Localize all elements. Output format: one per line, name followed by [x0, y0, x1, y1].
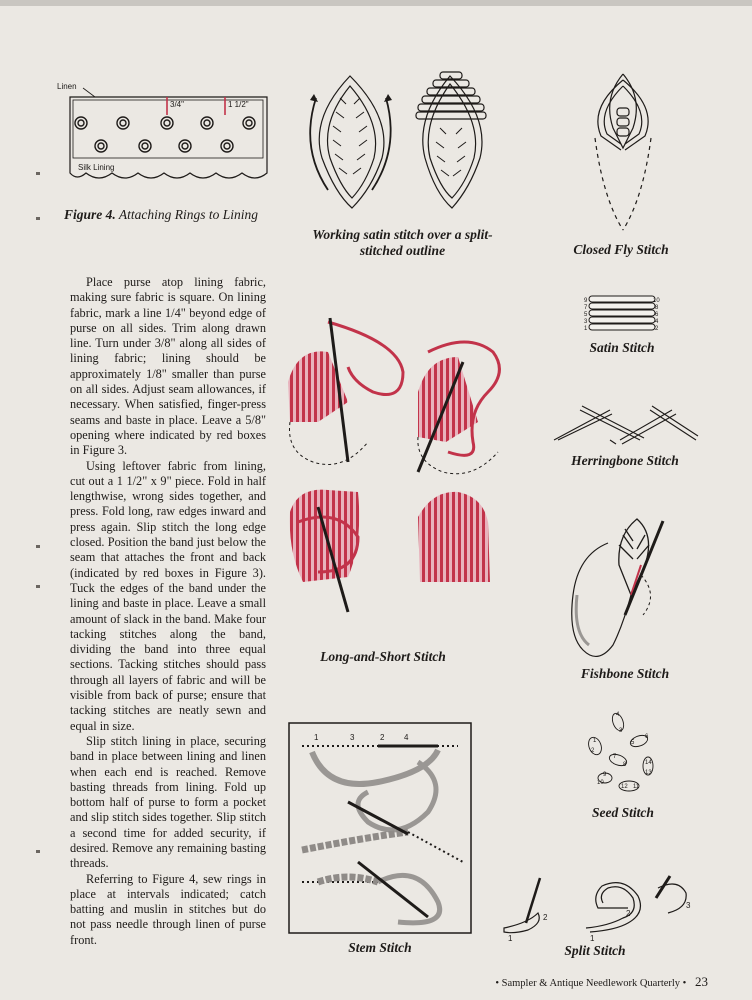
stem-number: 1 [314, 733, 319, 742]
body-paragraph: Slip stitch lining in place, securing band in place between lining and linen when each end is reached. Remove basting threads from lining. Fold up bottom half of purse to form a pocket and slip stitch sides together. Slip stitch a second time for added security, if desired. Remove any remaining basting threads. [70, 733, 266, 871]
stem-diagram [288, 722, 472, 934]
linen-label: Linen [57, 82, 77, 91]
satin-number: 8 [655, 305, 659, 311]
body-text [70, 275, 266, 948]
page-footer [495, 974, 708, 990]
margin-mark [36, 850, 40, 853]
stem-number: 2 [380, 733, 385, 742]
split-number: 1 [590, 934, 595, 943]
herringbone-diagram [550, 400, 700, 450]
split-diagram [498, 868, 698, 943]
figure4-caption [64, 207, 274, 223]
fishbone-caption: Fishbone Stitch [580, 666, 670, 681]
satin-number: 1 [584, 326, 588, 332]
seed-number: 12 [621, 784, 628, 790]
seed-number: 11 [633, 784, 640, 790]
seed-number: 10 [597, 780, 604, 786]
long-short-diagram [278, 312, 528, 642]
satin-outline-caption: Working satin stitch over a split-stitched outline [312, 227, 493, 258]
split-number: 2 [626, 909, 631, 918]
seed-number: 14 [645, 760, 652, 766]
long-short-caption: Long-and-Short Stitch [320, 649, 446, 664]
satin-number: 7 [584, 305, 588, 311]
margin-mark [36, 217, 40, 220]
satin-number: 5 [584, 312, 588, 318]
split-number: 1 [508, 934, 513, 943]
margin-mark [36, 172, 40, 175]
satin-number: 4 [655, 319, 659, 325]
seed-number: 1 [593, 738, 597, 744]
body-paragraph: Using leftover fabric from lining, cut out a 1 1/2" x 9" piece. Fold in half lengthwise, wrong sides together, and press. Fold long, raw edges inward and press again. Slip stitch the long edge closed. Position the band just below the seam that attaches the front and back (indicated by red boxes in Figure 3). Tuck the edges of the band under the lining and baste in place. Leave a small amount of slack in the band. Make four tacking stitches along the band, dividing the band into three equal sections. Tacking stitches should pass through all layers of fabric and will be visible from back of purse; ensure that tacking stitches are neatly sewn and equal in size. [70, 458, 266, 733]
satin-number: 2 [655, 326, 659, 332]
figure4-caption-prefix: Figure 4. [64, 207, 116, 222]
satin-caption: Satin Stitch [589, 340, 655, 355]
satin-number: 3 [584, 319, 588, 325]
silk-lining-label: Silk Lining [78, 163, 115, 172]
closed-fly-diagram [583, 68, 663, 236]
closed-fly-caption: Closed Fly Stitch [573, 242, 669, 257]
split-number: 3 [686, 901, 691, 910]
fishbone-diagram [563, 515, 683, 665]
satin-diagram [583, 294, 661, 336]
stem-caption: Stem Stitch [348, 940, 412, 955]
seed-number: 4 [616, 712, 620, 718]
seed-caption: Seed Stitch [592, 805, 654, 820]
seed-number: 7 [613, 754, 617, 760]
satin-number: 6 [655, 312, 659, 318]
satin-outline-diagram [300, 68, 505, 218]
stem-number: 3 [350, 733, 355, 742]
publication-name: • Sampler & Antique Needlework Quarterly • [495, 978, 687, 989]
figure4-caption-text: Attaching Rings to Lining [118, 207, 259, 222]
stem-number: 4 [404, 733, 409, 742]
seed-number: 2 [591, 748, 595, 754]
seed-number: 3 [619, 728, 623, 734]
seed-number: 5 [631, 740, 635, 746]
margin-mark [36, 545, 40, 548]
split-caption: Split Stitch [564, 943, 626, 958]
seed-number: 8 [623, 762, 627, 768]
split-number: 2 [543, 913, 548, 922]
satin-number: 9 [584, 298, 588, 304]
herringbone-caption: Herringbone Stitch [571, 453, 679, 468]
body-paragraph: Place purse atop lining fabric, making sure fabric is square. On lining fabric, mark a line 1/4" beyond edge of purse on all sides. Trim along drawn line. Turn under 3/8" along all sides of lining fabric; lining should be approximately 1/8" smaller than purse on all sides. Adjust seam allowances, if necessary. When satisfied, finger-press seams and baste in place. Leave a 5/8" opening where indicated by red boxes in Figure 3. [70, 275, 266, 458]
measure-label-b: 1 1/2" [228, 100, 249, 109]
margin-mark [36, 585, 40, 588]
top-edge [0, 0, 752, 6]
seed-diagram [583, 706, 663, 796]
body-paragraph: Referring to Figure 4, sew rings in place at intervals indicated; catch batting and muslin in stitches but do not pass needle through linen of purse front. [70, 871, 266, 947]
seed-number: 9 [603, 772, 607, 778]
measure-label-a: 3/4" [170, 100, 184, 109]
page-number: 23 [695, 974, 708, 989]
satin-number: 10 [653, 298, 660, 304]
seed-number: 6 [645, 734, 649, 740]
seed-number: 13 [645, 770, 652, 776]
